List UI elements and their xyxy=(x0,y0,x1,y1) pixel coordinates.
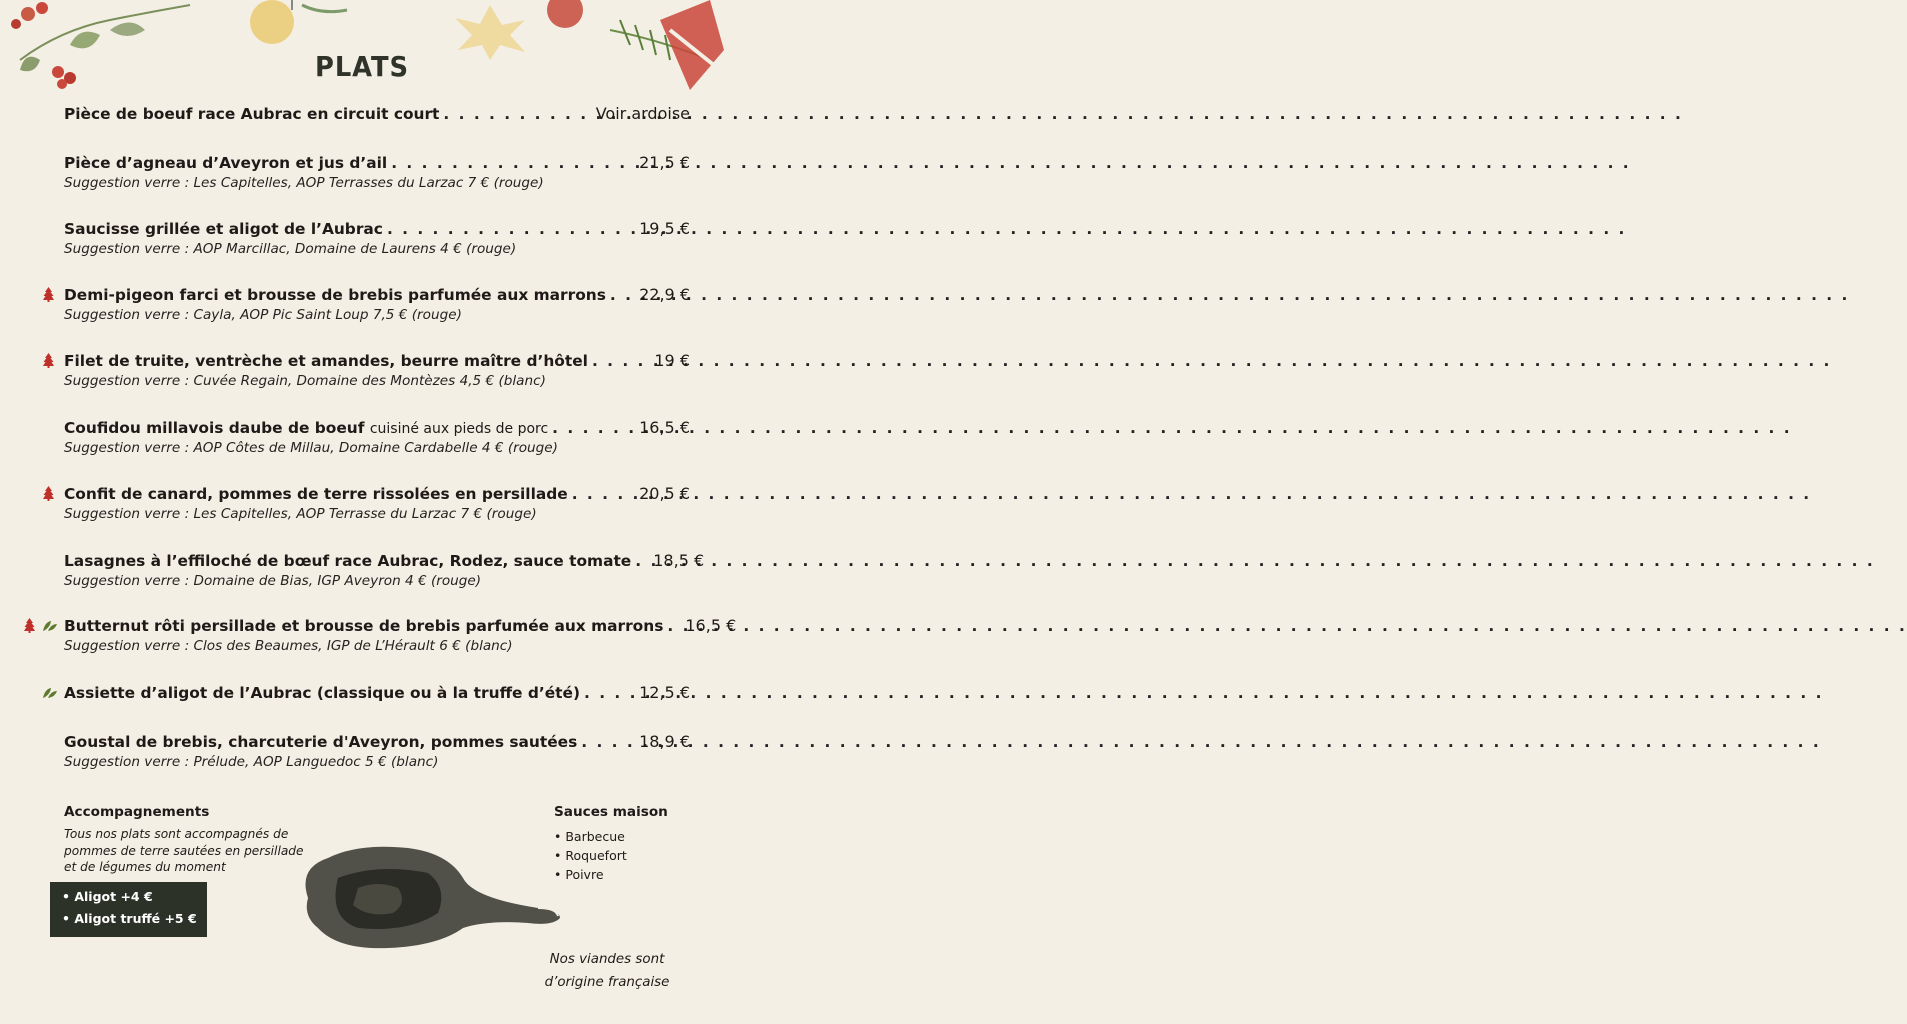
page-title: PLATS xyxy=(315,50,409,83)
dish-name xyxy=(64,552,631,570)
wine-suggestion: Suggestion verre : Domaine de Bias, IGP Aveyron 4 € (rouge) xyxy=(64,573,482,589)
dish-price: 20,5 € xyxy=(639,484,690,503)
dot-leader xyxy=(548,419,639,437)
dot-leader xyxy=(439,105,595,123)
option-aligot-truffe: • Aligot truffé +5 € xyxy=(62,911,197,926)
dot-leader xyxy=(663,617,685,635)
option-aligot: • Aligot +4 € xyxy=(62,889,153,904)
dish-name xyxy=(64,485,568,503)
dish-line xyxy=(64,351,690,370)
dish-name xyxy=(64,105,439,123)
dish-line xyxy=(64,484,690,503)
dish-item xyxy=(64,285,690,323)
sauce-item: • Roquefort xyxy=(554,848,627,863)
wine-suggestion: Suggestion verre : Cayla, AOP Pic Saint Loup 7,5 € (rouge) xyxy=(64,307,462,323)
dish-name-detail: cuisiné aux pieds de porc xyxy=(369,421,549,437)
dish-price: 19 € xyxy=(654,351,690,370)
dish-item xyxy=(64,219,690,257)
dish-name xyxy=(64,220,383,238)
dish-name-text: Butternut rôti persillade et brousse de brebis parfumée aux marrons xyxy=(64,617,664,635)
meat-illustration xyxy=(298,828,564,956)
dish-name-text: Demi-pigeon farci et brousse de brebis parfumée aux marrons xyxy=(64,286,606,304)
christmas-tree-icon xyxy=(43,287,54,302)
dish-price: 16,5 € xyxy=(685,616,737,635)
dish-line xyxy=(64,683,690,702)
dish-price: 21,5 € xyxy=(639,153,690,172)
dish-item xyxy=(64,484,690,522)
christmas-tree-icon xyxy=(43,486,54,501)
dish-line xyxy=(64,104,690,123)
dish-name xyxy=(64,352,588,370)
sauce-item: • Poivre xyxy=(554,867,604,882)
dish-price: 12,5 € xyxy=(639,683,690,702)
dish-name-text: Pièce d’agneau d’Aveyron et jus d’ail xyxy=(64,154,388,172)
dish-name-text: Assiette d’aligot de l’Aubrac (classique ou à la truffe d’été) xyxy=(64,684,580,702)
dish-item xyxy=(64,153,690,191)
christmas-tree-icon xyxy=(24,618,35,633)
dish-name-text: Coufidou millavois daube de boeuf xyxy=(64,419,365,437)
dot-leader xyxy=(387,154,639,172)
dish-price: 18,5 € xyxy=(653,551,705,570)
dish-line xyxy=(64,418,690,437)
dish-price: 18,9 € xyxy=(639,732,690,751)
dish-item xyxy=(64,551,705,589)
dot-leader xyxy=(631,552,653,570)
origin-line: Nos viandes sont xyxy=(549,952,665,967)
sauces-title: Sauces maison xyxy=(554,804,668,820)
origin-line: d’origine française xyxy=(544,975,670,990)
dish-line xyxy=(64,219,690,238)
vegetarian-leaf-icon xyxy=(42,686,58,700)
dot-leader xyxy=(383,220,639,238)
wine-suggestion: Suggestion verre : Prélude, AOP Languedoc 5 € (blanc) xyxy=(64,754,439,770)
dish-name-text: Saucisse grillée et aligot de l’Aubrac xyxy=(64,220,383,238)
dish-name xyxy=(64,419,548,437)
sauces-list xyxy=(554,827,627,884)
wine-suggestion: Suggestion verre : AOP Côtes de Millau, Domaine Cardabelle 4 € (rouge) xyxy=(64,440,558,456)
dish-name-text: Filet de truite, ventrèche et amandes, beurre maître d’hôtel xyxy=(64,352,588,370)
origin-note xyxy=(532,948,682,994)
dish-line xyxy=(64,732,690,751)
dot-leader xyxy=(588,352,654,370)
dish-price: 16,5 € xyxy=(639,418,690,437)
dish-line xyxy=(64,285,690,304)
dish-item xyxy=(64,732,690,770)
dish-item xyxy=(64,683,690,702)
dish-name-text: Lasagnes à l’effiloché de bœuf race Aubrac, Rodez, sauce tomate xyxy=(64,552,632,570)
wine-suggestion: Suggestion verre : Cuvée Regain, Domaine des Montèzes 4,5 € (blanc) xyxy=(64,373,546,389)
christmas-tree-icon xyxy=(43,353,54,368)
dish-line xyxy=(64,616,737,635)
wine-suggestion: Suggestion verre : Clos des Beaumes, IGP de L’Hérault 6 € (blanc) xyxy=(64,638,513,654)
dish-line xyxy=(64,551,705,570)
wine-suggestion: Suggestion verre : Les Capitelles, AOP Terrasse du Larzac 7 € (rouge) xyxy=(64,506,537,522)
dish-item xyxy=(64,418,690,456)
dish-price: 19,5 € xyxy=(639,219,690,238)
dot-leader xyxy=(568,485,639,503)
dish-name-text: Goustal de brebis, charcuterie d'Aveyron, pommes sautées xyxy=(64,733,578,751)
dish-name xyxy=(64,733,577,751)
dish-name xyxy=(64,684,580,702)
dish-item xyxy=(64,104,690,123)
dish-price: Voir ardoise xyxy=(595,104,690,123)
dot-leader xyxy=(577,733,639,751)
accompagnements-text: Tous nos plats sont accompagnés de pommes de terre sautées en persillade et de légumes du moment xyxy=(64,827,304,874)
sauce-item: • Barbecue xyxy=(554,829,625,844)
wine-suggestion: Suggestion verre : AOP Marcillac, Domaine de Laurens 4 € (rouge) xyxy=(64,241,517,257)
dish-item xyxy=(64,616,737,654)
dish-name xyxy=(64,617,663,635)
dot-leader xyxy=(606,286,639,304)
vegetarian-leaf-icon xyxy=(42,619,58,633)
accompagnements-options-box xyxy=(50,882,207,937)
dish-price: 22,9 € xyxy=(639,285,690,304)
dish-name xyxy=(64,286,606,304)
dish-item xyxy=(64,351,690,389)
wine-suggestion: Suggestion verre : Les Capitelles, AOP Terrasses du Larzac 7 € (rouge) xyxy=(64,175,544,191)
dot-leader xyxy=(580,684,639,702)
dish-name-text: Confit de canard, pommes de terre rissolées en persillade xyxy=(64,485,568,503)
dish-name-text: Pièce de boeuf race Aubrac en circuit court xyxy=(64,105,440,123)
dish-name xyxy=(64,154,387,172)
accompagnements-title: Accompagnements xyxy=(64,804,210,820)
dish-line xyxy=(64,153,690,172)
